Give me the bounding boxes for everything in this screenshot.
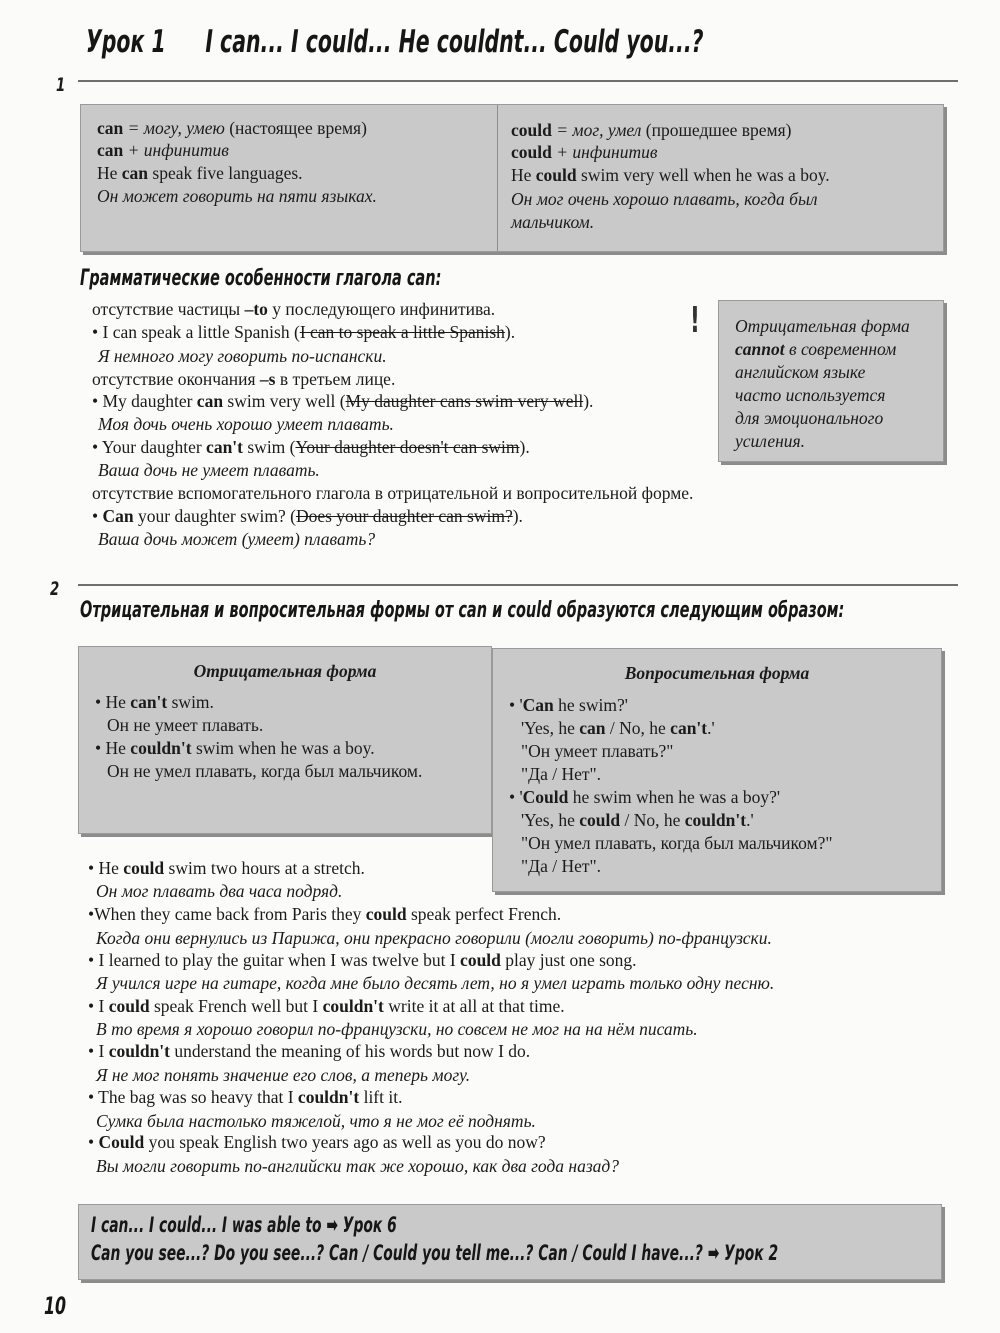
point-no-s: отсутствие окончания –s в третьем лице.: [92, 369, 396, 389]
translation-can-question: Ваша дочь может (умеет) плавать?: [98, 529, 376, 549]
cross-reference-line-1: I can... I could... I was able to ➡ Урок 6: [91, 1213, 397, 1237]
exclamation-icon: !: [690, 300, 700, 341]
lesson-heading: I can... I could... He couldnt... Could you...?: [205, 24, 704, 60]
example-translation: Я не мог понять значение его слов, а теперь могу.: [96, 1065, 471, 1085]
example-translation: В то время я хорошо говорил по-французски, но совсем не мог на на нём писать.: [96, 1019, 698, 1039]
note-line: часто используется: [735, 385, 886, 405]
example-translation: Сумка была настолько тяжелой, что я не мог её поднять.: [96, 1111, 536, 1131]
section-rule-1: [78, 80, 958, 82]
negative-form-box: [78, 646, 492, 834]
example-daughter-can: • My daughter can swim very well (My daughter cans swim very well).: [92, 391, 594, 411]
example-line: • I learned to play the guitar when I was twelve but I could play just one song.: [88, 950, 637, 970]
example-line: •When they came back from Paris they could speak perfect French.: [88, 904, 562, 924]
negative-form-title: Отрицательная форма: [193, 661, 377, 681]
box-divider: [497, 105, 498, 251]
translation-spanish: Я немного могу говорить по-испански.: [98, 346, 387, 366]
q-line-6: 'Yes, he could / No, he couldn't.': [521, 810, 754, 830]
section-number-1: 1: [56, 74, 66, 96]
can-definition: can = могу, умею (настоящее время): [97, 118, 367, 138]
note-line: Отрицательная форма: [735, 316, 910, 336]
translation-daughter-cant: Ваша дочь не умеет плавать.: [98, 460, 320, 480]
page-number: 10: [44, 1292, 67, 1320]
could-definition: could = мог, умел (прошедшее время): [511, 120, 792, 140]
can-example-translation: Он может говорить на пяти языках.: [97, 186, 377, 206]
example-translation: Вы могли говорить по-английски так же хорошо, как два года назад?: [96, 1156, 620, 1176]
note-line: усиления.: [735, 431, 806, 451]
neg-translation-2: Он не умел плавать, когда был мальчиком.: [107, 761, 423, 781]
example-line: • Could you speak English two years ago as well as you do now?: [88, 1132, 546, 1152]
could-example-translation-2: мальчиком.: [511, 212, 595, 232]
question-form-box: [492, 648, 942, 892]
example-line: • I couldn't understand the meaning of his words but now I do.: [88, 1041, 531, 1061]
point-no-auxiliary: отсутствие вспомогательного глагола в отрицательной и вопросительной форме.: [92, 483, 694, 503]
could-plus-infinitive: could + инфинитив: [511, 142, 658, 162]
can-example: He can speak five languages.: [97, 163, 303, 183]
note-box: [718, 300, 944, 462]
section-rule-2: [78, 584, 958, 586]
example-translation: Он мог плавать два часа подряд.: [96, 881, 343, 901]
forms-heading: Отрицательная и вопросительная формы от can и could образуются следующим образом:: [80, 598, 845, 623]
cross-reference-line-2: Can you see...? Do you see...? Can / Could you tell me...? Can / Could I have...? ➡ Урок 2: [91, 1241, 779, 1265]
example-line: • He could swim two hours at a stretch.: [88, 858, 365, 878]
q-line-2: 'Yes, he can / No, he can't.': [521, 718, 715, 738]
note-line: для эмоционального: [735, 408, 884, 428]
example-line: • The bag was so heavy that I couldn't lift it.: [88, 1087, 403, 1107]
example-spanish: • I can speak a little Spanish (I can to speak a little Spanish).: [92, 322, 516, 342]
neg-example-2: • He couldn't swim when he was a boy.: [95, 738, 375, 758]
grammar-heading: Грамматические особенности глагола can:: [80, 266, 442, 291]
question-form-title: Вопросительная форма: [624, 663, 810, 683]
note-line: английском языке: [735, 362, 866, 382]
lesson-label: Урок 1: [86, 24, 166, 60]
definition-box: [80, 104, 944, 252]
example-translation: Когда они вернулись из Парижа, они прекрасно говорили (могли говорить) по-французски.: [96, 928, 772, 948]
q-line-5: • 'Could he swim when he was a boy?': [509, 787, 781, 807]
example-daughter-cant: • Your daughter can't swim (Your daughter doesn't can swim).: [92, 437, 530, 457]
lesson-title: [86, 24, 703, 60]
cross-reference-box: [78, 1204, 942, 1280]
point-no-to: отсутствие частицы –to у последующего инфинитива.: [92, 299, 496, 319]
example-translation: Я учился игре на гитаре, когда мне было десять лет, но я умел играть только одну песню.: [96, 973, 775, 993]
can-plus-infinitive: can + инфинитив: [97, 140, 229, 160]
q-line-4: "Да / Нет".: [521, 764, 602, 784]
q-line-8: "Да / Нет".: [521, 856, 602, 876]
example-line: • I could speak French well but I couldn't write it at all at that time.: [88, 996, 565, 1016]
could-example-translation-1: Он мог очень хорошо плавать, когда был: [511, 189, 818, 209]
note-line: cannot в современном: [735, 339, 897, 359]
q-line-1: • 'Can he swim?': [509, 695, 628, 715]
translation-daughter-can: Моя дочь очень хорошо умеет плавать.: [98, 414, 394, 434]
q-line-7: "Он умел плавать, когда был мальчиком?": [521, 833, 833, 853]
q-line-3: "Он умеет плавать?": [521, 741, 674, 761]
neg-translation-1: Он не умеет плавать.: [107, 715, 264, 735]
section-number-2: 2: [50, 578, 60, 600]
example-can-question: • Can your daughter swim? (Does your daughter can swim?).: [92, 506, 523, 526]
neg-example-1: • He can't swim.: [95, 692, 214, 712]
could-example: He could swim very well when he was a boy.: [511, 165, 830, 185]
